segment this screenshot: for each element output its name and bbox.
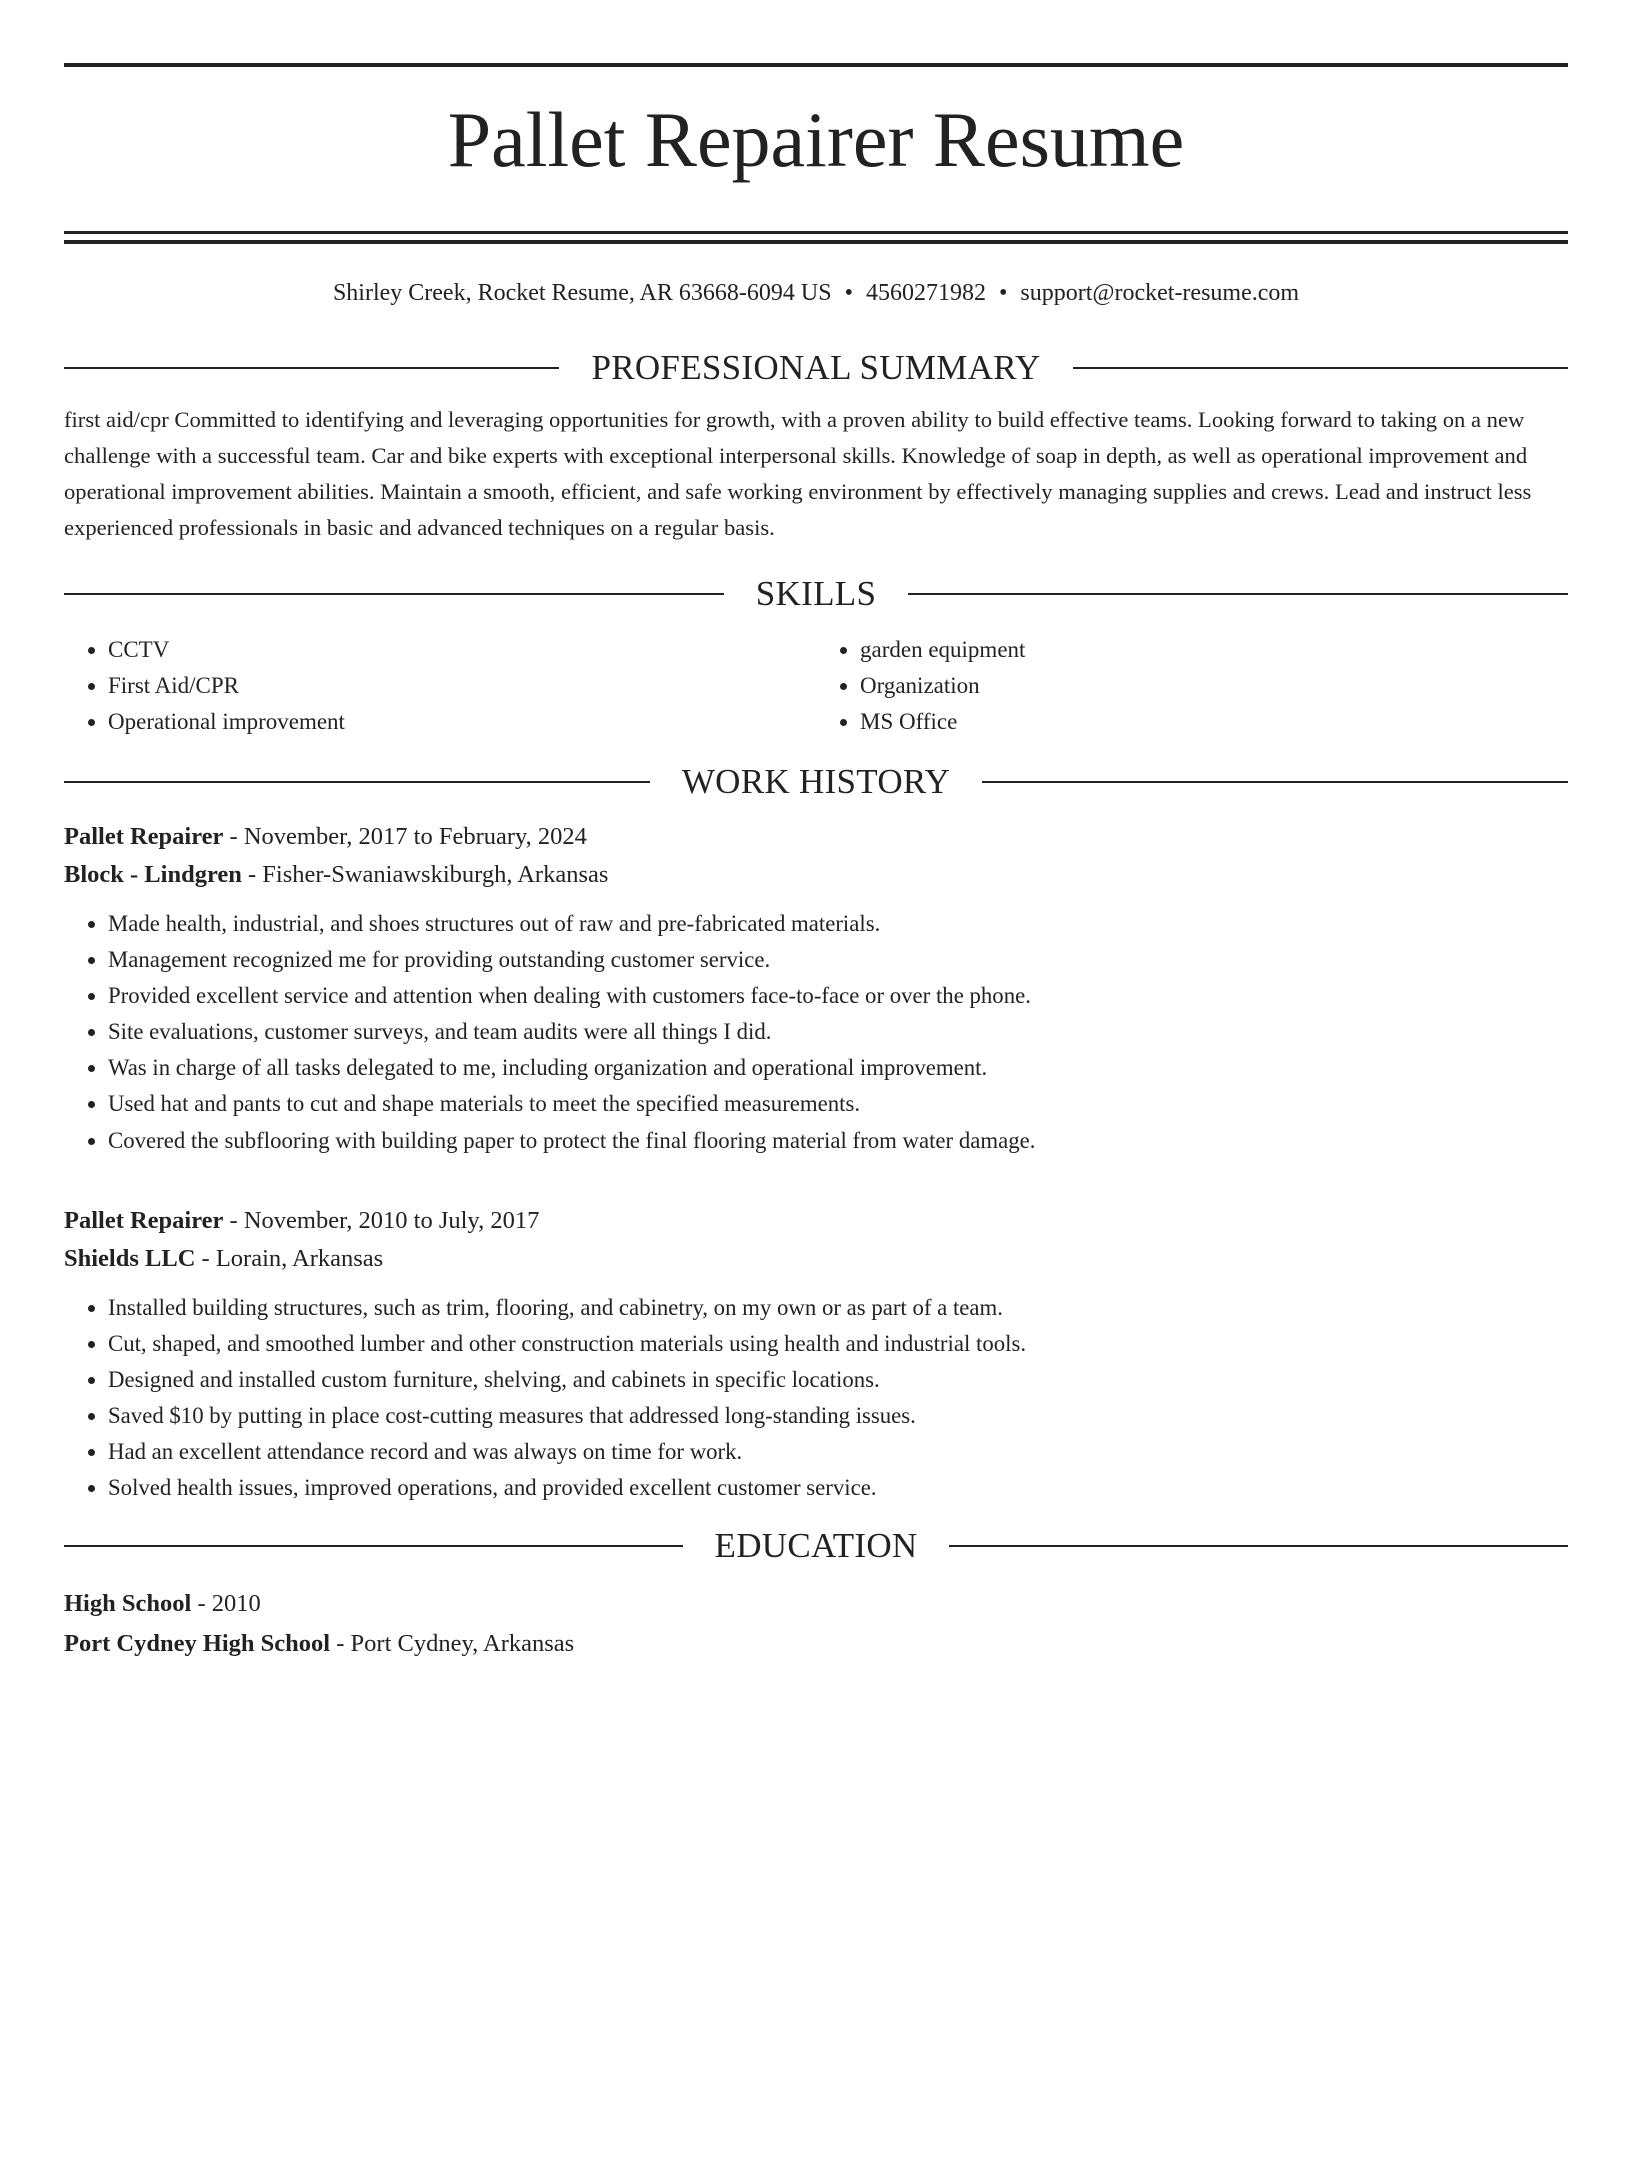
job-bullet: • Was in charge of all tasks delegated to me, including organization and operational improvement. xyxy=(108,1050,1568,1086)
job-bullet: • Solved health issues, improved operations, and provided excellent customer service. xyxy=(108,1470,1568,1506)
top-rule xyxy=(64,63,1568,67)
resume-page xyxy=(0,63,1632,2175)
skill-item: • garden equipment xyxy=(860,632,1568,668)
heading-rule xyxy=(982,781,1568,783)
contact-phone: 4560271982 xyxy=(865,280,986,307)
contact-line xyxy=(64,278,1568,308)
job-dates: - November, 2010 to July, 2017 xyxy=(223,1207,540,1235)
work-section-heading xyxy=(64,762,1568,802)
skills-column-right xyxy=(816,632,1568,740)
job-bullet: • Management recognized me for providing outstanding customer service. xyxy=(108,942,1568,978)
job-dates: - November, 2017 to February, 2024 xyxy=(223,823,587,851)
heading-rule xyxy=(64,781,650,783)
job-company-line xyxy=(64,1240,1568,1278)
education-school-line xyxy=(64,1624,1568,1664)
work-heading-label: WORK HISTORY xyxy=(681,762,951,802)
contact-address: Shirley Creek, Rocket Resume, AR 63668-6094 US xyxy=(332,280,832,307)
job-title: Pallet Repairer xyxy=(64,1207,224,1235)
skills-heading-label: SKILLS xyxy=(755,574,877,614)
education-degree-line xyxy=(64,1584,1568,1624)
heading-rule xyxy=(1073,367,1568,369)
job-bullets xyxy=(64,1290,1568,1506)
education-section-heading xyxy=(64,1526,1568,1566)
title-double-rule xyxy=(64,231,1568,244)
job-title: Pallet Repairer xyxy=(64,823,224,851)
heading-rule xyxy=(64,367,559,369)
contact-separator: • xyxy=(844,280,853,307)
heading-rule xyxy=(64,593,724,595)
skills-section-heading xyxy=(64,574,1568,614)
job-bullet: • Covered the subflooring with building paper to protect the final flooring material from water damage. xyxy=(108,1122,1568,1160)
skills-list xyxy=(64,632,1568,740)
heading-rule xyxy=(949,1545,1568,1547)
summary-text: first aid/cpr Committed to identifying and leveraging opportunities for growth, with a proven ability to build effective teams. Looking forward to taking on a new challenge with a successful team. Car and bike experts with exceptional interpersonal skills. Knowledge of soap in depth, as well as operational improvement and operational improvement abilities. Maintain a smooth, efficient, and safe working environment by effectively managing supplies and crews. Lead and instruct less experienced professionals in basic and advanced techniques on a regular basis. xyxy=(64,407,1532,541)
job-bullets xyxy=(64,906,1568,1160)
heading-rule xyxy=(908,593,1568,595)
job-bullet: • Site evaluations, customer surveys, and team audits were all things I did. xyxy=(108,1014,1568,1050)
contact-separator: • xyxy=(998,280,1008,307)
skills-column-left xyxy=(64,632,816,740)
skill-item: • Operational improvement xyxy=(108,704,816,740)
education-location: - Port Cydney, Arkansas xyxy=(330,1630,575,1658)
job-bullet: • Made health, industrial, and shoes structures out of raw and pre-fabricated materials. xyxy=(108,906,1568,942)
education-school: Port Cydney High School xyxy=(64,1630,331,1658)
education-entry xyxy=(64,1584,1568,1664)
contact-email: support@rocket-resume.com xyxy=(1020,280,1300,307)
summary-section-heading xyxy=(64,348,1568,388)
job-company: Shields LLC xyxy=(64,1245,196,1273)
skill-item: • Organization xyxy=(860,668,1568,704)
job-title-line xyxy=(64,818,1568,856)
job-company: Block - Lindgren xyxy=(64,861,242,889)
job-location: - Fisher-Swaniawskiburgh, Arkansas xyxy=(241,861,609,889)
resume-title: Pallet Repairer Resume xyxy=(447,96,1185,183)
job-bullet: • Cut, shaped, and smoothed lumber and other construction materials using health and industrial tools. xyxy=(108,1326,1568,1362)
job-bullet: • Had an excellent attendance record and was always on time for work. xyxy=(108,1434,1568,1470)
job-location: - Lorain, Arkansas xyxy=(195,1245,384,1273)
education-heading-label: EDUCATION xyxy=(714,1526,918,1566)
skill-item: • MS Office xyxy=(860,704,1568,740)
job-bullet: • Provided excellent service and attention when dealing with customers face-to-face or over the phone. xyxy=(108,978,1568,1014)
skill-item: • CCTV xyxy=(108,632,816,668)
summary-heading-label: PROFESSIONAL SUMMARY xyxy=(591,348,1041,388)
job-bullet: • Used hat and pants to cut and shape materials to meet the specified measurements. xyxy=(108,1086,1568,1122)
heading-rule xyxy=(64,1545,683,1547)
job-bullet: • Saved $10 by putting in place cost-cutting measures that addressed long-standing issues. xyxy=(108,1398,1568,1434)
job-company-line xyxy=(64,856,1568,894)
education-degree: High School xyxy=(64,1590,192,1618)
job-title-line xyxy=(64,1202,1568,1240)
job-bullet: • Installed building structures, such as trim, flooring, and cabinetry, on my own or as part of a team. xyxy=(108,1290,1568,1326)
job-entry xyxy=(64,1202,1568,1506)
skill-item: • First Aid/CPR xyxy=(108,668,816,704)
job-entry xyxy=(64,818,1568,1160)
job-bullet: • Designed and installed custom furniture, shelving, and cabinets in specific locations. xyxy=(108,1362,1568,1398)
education-year: - 2010 xyxy=(191,1590,261,1618)
